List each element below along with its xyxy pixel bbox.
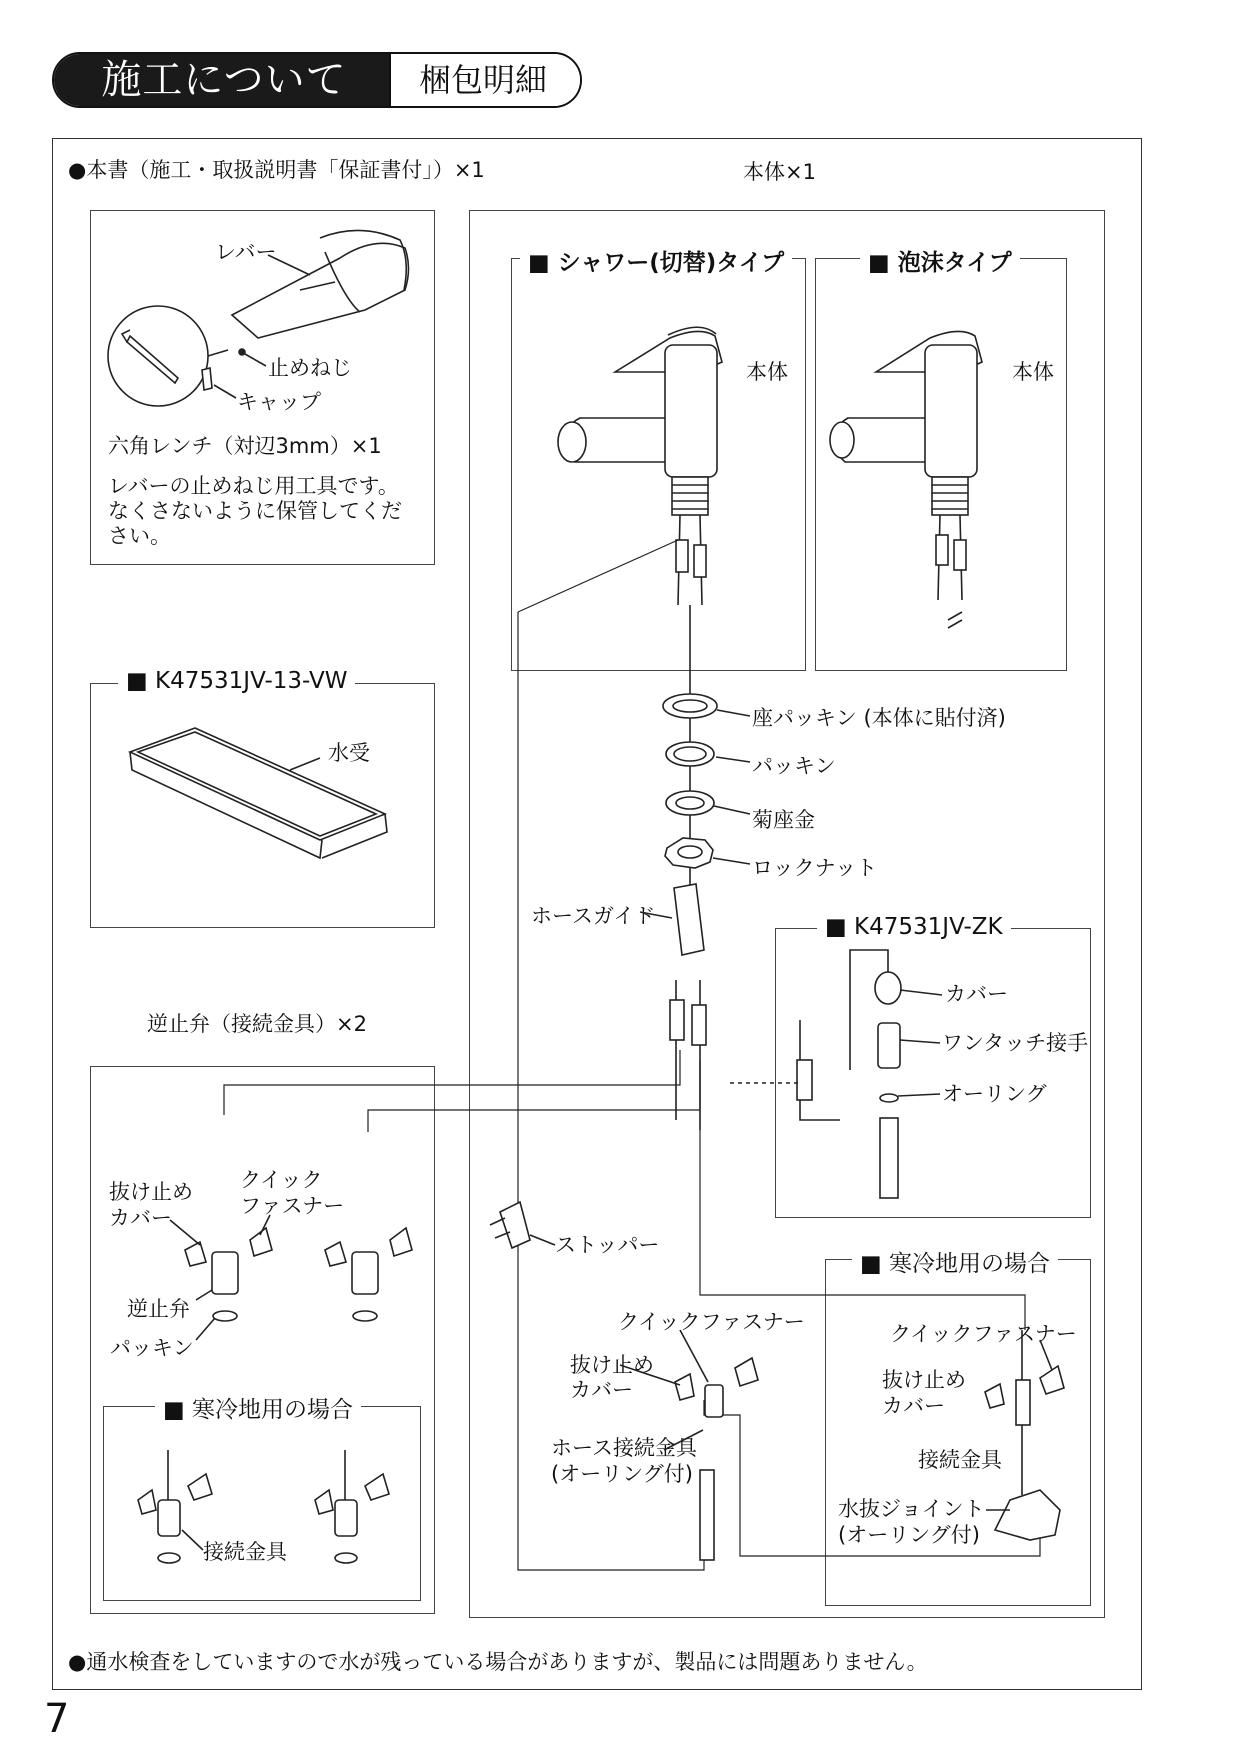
cold-right-retainer-2: カバー [882, 1394, 945, 1418]
lever-illustration [232, 230, 409, 338]
hose-guide-label: ホースガイド [531, 904, 656, 928]
washer-stack [663, 605, 750, 930]
wrench-title: 六角レンチ（対辺3mm）×1 [108, 434, 382, 458]
faucet-shower-illustration [558, 327, 722, 605]
tray-illustration [130, 728, 387, 858]
cv-quick-1: クイック [240, 1168, 323, 1192]
body-header: 本体×1 [743, 160, 816, 184]
body-label-shower: 本体 [746, 360, 788, 384]
cv-quick-2: ファスナー [240, 1194, 345, 1218]
washer-label: 菊座金 [752, 808, 815, 832]
tray-box-title: ■ K47531JV-13-VW [118, 668, 355, 694]
seat-packing-label: 座パッキン (本体に貼付済) [752, 706, 1006, 730]
cold-left-fittings [138, 1450, 389, 1563]
hose-fitting-1: ホース接続金具 [551, 1436, 697, 1460]
page-number: 7 [44, 1696, 70, 1742]
locknut-label: ロックナット [752, 856, 878, 880]
pipe-lines [224, 540, 1040, 1570]
cold-right-quick: クイックファスナー [890, 1322, 1077, 1346]
body-retainer-2: カバー [570, 1378, 633, 1402]
footer-note: ●通水検査をしていますので水が残っている場合がありますが、製品には問題ありません。 [68, 1650, 928, 1674]
wrench-note-2: なくさないように保管してくだ [108, 499, 402, 523]
check-valve-header: 逆止弁（接続金具）×2 [147, 1012, 367, 1036]
cold-right-fitting: 接続金具 [918, 1448, 1002, 1472]
cold-left-fitting: 接続金具 [203, 1540, 287, 1564]
section-title: 施工について [54, 54, 394, 106]
zk-box-title: ■ K47531JV-ZK [817, 914, 1011, 940]
set-screw-label: 止めねじ [268, 356, 352, 380]
cv-check-valve: 逆止弁 [127, 1297, 190, 1321]
body-bottom-fittings [620, 1330, 758, 1560]
cold-right-fittings [985, 1330, 1064, 1540]
zk-cover: カバー [945, 982, 1008, 1006]
cold-box-right-title: ■ 寒冷地用の場合 [852, 1245, 1058, 1278]
cv-retainer-cover-1: 抜け止め [109, 1180, 193, 1204]
body-retainer-1: 抜け止め [570, 1353, 654, 1377]
lever-label: レバー [215, 240, 277, 264]
hose-fitting-2: (オーリング付) [551, 1462, 693, 1486]
wrench-note-1: レバーの止めねじ用工具です。 [108, 474, 399, 498]
cold-box-left-title: ■ 寒冷地用の場合 [155, 1391, 361, 1424]
stopper-label: ストッパー [555, 1233, 660, 1257]
cv-packing: パッキン [110, 1336, 194, 1360]
drain-joint-1: 水抜ジョイント [838, 1497, 985, 1521]
shower-type-title: ■ シャワー(切替)タイプ [520, 244, 792, 277]
cap-label: キャップ [237, 390, 321, 414]
aerator-type-title: ■ 泡沫タイプ [860, 244, 1020, 277]
stopper-part [490, 1202, 555, 1248]
zk-one-touch: ワンタッチ接手 [942, 1031, 1089, 1055]
wrench-note-3: さい。 [108, 524, 171, 548]
body-label-aerator: 本体 [1012, 360, 1054, 384]
cv-retainer-cover-2: カバー [109, 1206, 172, 1230]
drain-joint-2: (オーリング付) [838, 1523, 980, 1547]
check-valves [170, 1215, 412, 1340]
body-quick-fastener: クイックファスナー [618, 1310, 805, 1334]
cold-right-retainer-1: 抜け止め [882, 1368, 966, 1392]
zk-oring: オーリング [942, 1082, 1047, 1106]
faucet-aerator-illustration [830, 331, 982, 628]
section-subtitle: 梱包明細 [389, 54, 582, 106]
zk-parts [730, 950, 942, 1198]
tray-label: 水受 [328, 741, 370, 765]
manual-note: ●本書（施工・取扱説明書「保証書付」）×1 [68, 158, 485, 182]
hose-guide [640, 884, 706, 1130]
packing-label: パッキン [752, 754, 836, 778]
